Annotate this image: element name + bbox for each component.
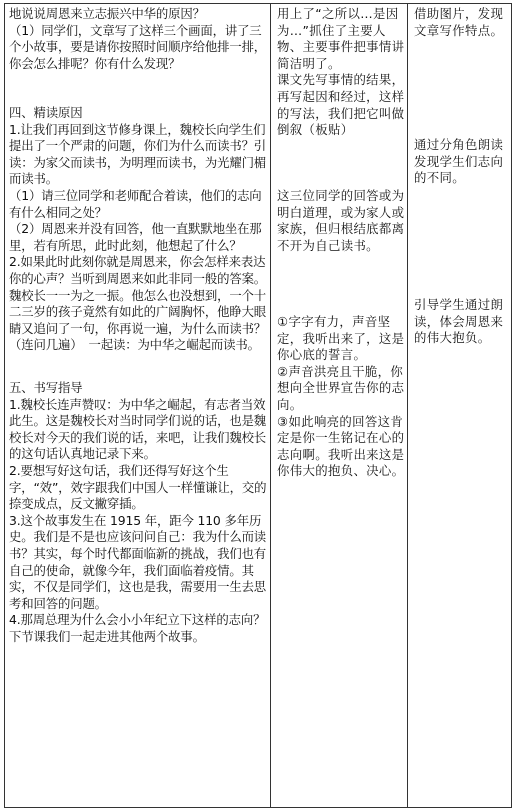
- design-intent-column: [408, 4, 511, 807]
- process-block-3: [5, 380, 270, 646]
- teaching-process-column: [5, 4, 270, 807]
- activity-text-1: 用上了“之所以…是因为…”抓住了主要人物、主要事件把事情讲简洁明了。 课文先写事情的结果，再写起因和经过，这样的写法，我们把它叫做倒叙（板贴）: [277, 6, 405, 138]
- process-text-2: 四、精读原因 1.让我们再回到这节修身课上，魏校长向学生们提出了一个严肃的问题，你们为什么而读书？引读：为家父而读书，为明理而读书，为光耀门楣而读书。 （1）请三位同学和老师配合着读，他们的志向有什么相同之处？ （2）周恩来并没有回答，他一直默默地坐在那里，若有所思，此时此刻，他想起了什么？ 2.如果此时此刻你就是周恩来，你会怎样来表达你的心声？当听到周恩来如此非同一般的答案。魏校长一一为之一振。他怎么也没想到，一个十二三岁的孩子竟然有如此的广阔胸怀，他睁大眼睛又追问了一句，你再说一遍，为什么而读书？（连问几遍） 一起读：为中华之崛起而读书。: [9, 105, 267, 353]
- process-text-3: 五、书写指导 1.魏校长连声赞叹：为中华之崛起，有志者当效此生。这是魏校长对当时同学们说的话，也是魏校长对今天的我们说的话，来吧，让我们魏校长的这句话认真地记录下来。 2.要想写好这句话，我们还得写好这个生字，“效”，效字跟我们中国人一样懂谦让，交的捺变成点，反文撇穿插。 3.这个故事发生在 1915 年，距今 110 多年历史。我们是不是也应该问问自己：我为什么而读书？其实，每个时代都面临新的挑战，我们也有自己的使命，就像今年，我们面临着疫情。其实，不仅是同学们，这也是我，需要用一生去思考和回答的问题。 4.那周总理为什么会小小年纪立下这样的志向？下节课我们一起走进其他两个故事。: [9, 380, 267, 644]
- activity-block-1: [271, 6, 407, 139]
- intent-block-3: [408, 297, 511, 347]
- process-block-2: [5, 105, 270, 354]
- activity-block-2: [271, 188, 407, 254]
- intent-block-1: [408, 6, 511, 39]
- student-activity-column: [271, 4, 407, 807]
- activity-text-3: ①字字有力，声音坚定，我听出来了，这是你心底的誓言。 ②声音洪亮且干脆，你想向全世界宣告你的志向。 ③如此响亮的回答这肯定是你一生铭记在心的志向啊。我听出来这是你伟大的抱负、决心。: [277, 314, 405, 479]
- intent-block-2: [408, 137, 511, 187]
- process-text-1: 地说说周恩来立志振兴中华的原因？ （1）同学们，文章写了这样三个画面，讲了三个小故事，要是请你按照时间顺序给他排一排，你会怎么排呢？你有什么发现？: [9, 6, 267, 71]
- intent-text-3: 引导学生通过朗读，体会周恩来的伟大抱负。: [414, 297, 504, 346]
- activity-block-3: [271, 314, 407, 480]
- intent-text-1: 借助图片，发现文章写作特点。: [414, 6, 504, 38]
- intent-text-2: 通过分角色朗读发现学生们志向的不同。: [414, 137, 504, 186]
- activity-text-2: 这三位同学的回答或为明白道理，或为家人或家族，但归根结底都离不开为自己读书。: [277, 188, 405, 253]
- process-block-1: [5, 6, 270, 72]
- lesson-plan-table: [4, 3, 512, 808]
